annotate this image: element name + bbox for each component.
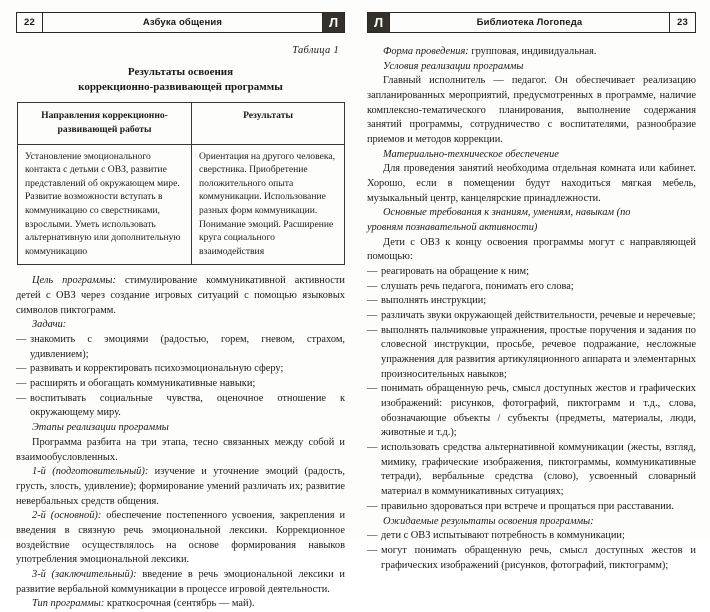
results-table — [17, 102, 345, 265]
list-item — [367, 500, 696, 515]
stage-2-label: 2-й (основной): — [32, 510, 102, 522]
list-item-text: могут понимать обращенную речь, смысл доступных жестов и графических изображений (рисунков, фотографий, пиктограмм); — [381, 544, 696, 571]
left-page — [0, 0, 355, 610]
left-page-number: 22 — [16, 12, 43, 33]
stage-3-label: 3-й (заключительный): — [32, 568, 137, 580]
table-row — [18, 144, 345, 265]
list-item-text: дети с ОВЗ испытывают потребность в коммуникации; — [381, 530, 625, 542]
right-running-header — [367, 12, 696, 33]
tasks-list — [16, 333, 345, 421]
table-header-cell-directions: Направления коррекционно-развивающей работы — [18, 103, 192, 144]
list-item — [367, 441, 696, 500]
list-item-text: слушать речь педагога, понимать его слова; — [381, 280, 574, 292]
list-item-text: расширять и обогащать коммуникативные навыки; — [30, 378, 256, 390]
dash-bullet-icon: — — [16, 392, 27, 404]
list-item — [16, 333, 345, 362]
list-item — [367, 544, 696, 573]
stage-1-paragraph — [16, 465, 345, 509]
publisher-logo-icon: Л — [367, 12, 390, 33]
table-title-line-1: Результаты освоения — [127, 66, 234, 78]
table-header-cell-results: Результаты — [192, 103, 345, 144]
stage-3-paragraph — [16, 568, 345, 597]
goal-text: стимулирование коммуникативной активности детей с ОВЗ через создание игровых ситуаций с помощью языковых символов пиктограмм. — [16, 275, 345, 316]
list-item — [367, 294, 696, 309]
list-item — [367, 280, 696, 295]
expected-results-list — [367, 529, 696, 573]
stage-2-paragraph — [16, 509, 345, 568]
list-item-text: выполнять пальчиковые упражнения, простые поручения и задания по словесной инструкции, просьбе, речевое подражание, несложные упражнения для развития артикуляционного аппарата и элементарных произносительных навыков; — [381, 324, 696, 380]
dash-bullet-icon: — — [367, 544, 378, 556]
dash-bullet-icon: — — [16, 334, 27, 346]
list-item — [367, 529, 696, 544]
table-header-row — [18, 103, 345, 144]
expected-results-heading: Ожидаемые результаты освоения программы: — [383, 515, 594, 527]
dash-bullet-icon: — — [367, 310, 378, 322]
program-type-text: краткосрочная (сентябрь — май). — [104, 598, 255, 610]
publisher-logo-icon: Л — [322, 12, 345, 33]
table-caption: Таблица 1 — [292, 45, 339, 56]
requirements-heading-line-2: уровням познавательной активности) — [367, 222, 538, 234]
list-item-text: знакомить с эмоциями (радостью, горем, гневом, страхом, удивлением); — [30, 334, 345, 360]
dash-bullet-icon: — — [367, 530, 378, 542]
dash-bullet-icon: — — [367, 383, 378, 395]
form-paragraph — [367, 45, 696, 60]
program-type-paragraph — [16, 597, 345, 612]
goal-label: Цель программы: — [32, 275, 116, 287]
requirements-list — [367, 265, 696, 514]
conditions-heading: Условия реализации программы — [383, 60, 524, 72]
list-item-text: использовать средства альтернативной коммуникации (жесты, взгляд, мимику, графические изображения, пиктограммы, коммуникативные тетради), вербальные средства (слово), усвоенный словарный материал в коммуникативных ситуациях; — [381, 442, 696, 498]
table-title-line-2: коррекционно-развивающей программы — [78, 81, 283, 94]
list-item — [16, 362, 345, 377]
table-cell-directions: Установление эмоционального контакта с детьми с ОВЗ, развитие представлений об окружающем мире. Развитие возможности вступать в коммуникацию со сверстниками, взрослыми. Уметь использовать альтернативную или дополнительную коммуникацию — [18, 144, 192, 265]
dash-bullet-icon: — — [16, 363, 27, 375]
list-item-text: реагировать на обращение к ним; — [381, 266, 529, 278]
stage-1-label: 1-й (подготовительный): — [32, 466, 149, 478]
dash-bullet-icon: — — [367, 500, 378, 512]
form-label: Форма проведения: — [383, 46, 469, 57]
table-title — [16, 65, 345, 95]
list-item — [367, 309, 696, 324]
right-header-title: Библиотека Логопеда — [390, 12, 669, 33]
stage-1-text: изучение и уточнение эмоций (радость, грусть, злость, удивление); формирование умений различать их; развитие невербальных средств общения. — [16, 466, 345, 507]
stage-2-text: обеспечение постепенного усвоения, закрепления и введения в связную речь эмоциональной лексики. Коррекционное воздействие осуществлялось на основе формирования навыков употребления эмоциональной лексики. — [16, 510, 346, 566]
left-running-header — [16, 12, 345, 33]
list-item — [367, 324, 696, 383]
dash-bullet-icon: — — [367, 324, 378, 336]
material-heading: Материально-техническое обеспечение — [383, 148, 559, 160]
dash-bullet-icon: — — [16, 378, 27, 390]
list-item — [367, 265, 696, 280]
list-item-text: понимать обращенную речь, смысл доступных жестов и графических изображений: рисунков, фотографий, пиктограмм и т.д., слова, обозначающие объекты / субъекты (предметы, материалы, люди, животные и т.д.); — [381, 383, 696, 439]
left-body-text — [16, 274, 345, 611]
right-page — [355, 0, 710, 571]
conditions-text: Главный исполнитель — педагог. Он обеспечивает реализацию запланированных мероприятий, предусмотренных в программе, наличие комплексно-тематического планирования, выполнение содержания занятий программы, сотрудничество с воспитателями, разнообразие приемов и методов коррекции. — [367, 75, 696, 146]
dash-bullet-icon: — — [367, 442, 378, 454]
list-item-text: развивать и корректировать психоэмоциональную сферу; — [30, 363, 284, 375]
requirements-heading-line-1: Основные требования к знаниям, умениям, навыкам (по — [383, 207, 631, 219]
dash-bullet-icon: — — [367, 295, 378, 307]
form-text: групповая, индивидуальная. — [468, 46, 597, 57]
list-item — [367, 382, 696, 441]
right-page-number: 23 — [669, 12, 696, 33]
right-body-text — [367, 45, 696, 573]
requirements-intro: Дети с ОВЗ к концу освоения программы могут с направляющей помощью: — [367, 236, 696, 263]
stage-3-text: введение в речь эмоциональной лексики и развитие вербальной коммуникации в процессе игровой деятельности. — [16, 568, 345, 595]
stages-intro: Программа разбита на три этапа, тесно связанных между собой и взаимообусловленных. — [16, 436, 345, 463]
program-type-label: Тип программы: — [32, 598, 105, 610]
table-cell-results: Ориентация на другого человека, сверстника. Приобретение положительного опыта коммуникации. Использование разных форм коммуникации. Понимание эмоций. Расширение круга социального взаимодействия — [192, 144, 345, 265]
tasks-label: Задачи: — [32, 319, 67, 331]
list-item-text: правильно здороваться при встрече и прощаться при расставании. — [381, 500, 674, 512]
stages-heading: Этапы реализации программы — [32, 422, 169, 434]
left-header-title: Азбука общения — [43, 12, 322, 33]
list-item — [16, 377, 345, 392]
dash-bullet-icon: — — [367, 266, 378, 278]
list-item-text: выполнять инструкции; — [381, 295, 487, 307]
list-item — [16, 392, 345, 421]
goal-paragraph — [16, 274, 345, 318]
list-item-text: различать звуки окружающей действительности, речевые и неречевые; — [381, 310, 696, 322]
material-text: Для проведения занятий необходима отдельная комната или кабинет. Хорошо, если в помещении будут находиться мягкая мебель, музыкальный центр, канцелярские принадлежности. — [367, 163, 696, 204]
dash-bullet-icon: — — [367, 280, 378, 292]
list-item-text: воспитывать социальные чувства, оценочное отношение к окружающему миру. — [30, 392, 345, 419]
